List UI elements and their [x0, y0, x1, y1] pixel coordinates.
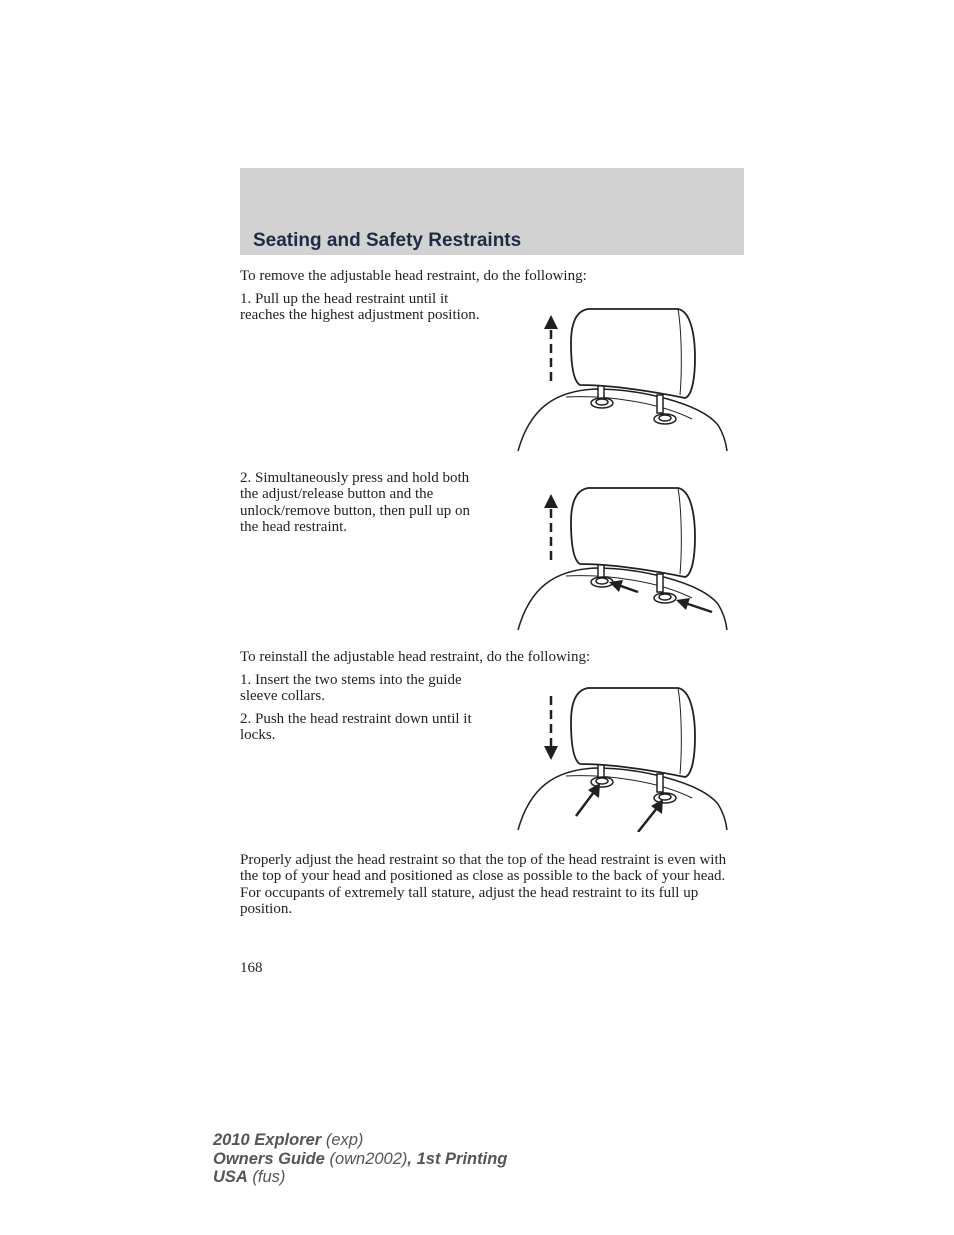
reinstall-intro: To reinstall the adjustable head restraint, do the following: [240, 649, 591, 665]
figure-press-buttons-head-restraint [510, 482, 735, 632]
adjust-note: Properly adjust the head restraint so that the top of the head restraint is even with the top of your head and positioned as close as possible to the back of your head. For occupants of extremely tall stature, adjust the head restraint to its full up position. [240, 852, 727, 918]
footer-guide: Owners Guide [213, 1149, 325, 1168]
reinstall-step-2: 2. Push the head restraint down until it locks. [240, 711, 472, 744]
page-number: 168 [240, 960, 263, 976]
footer-market-code: (fus) [247, 1168, 286, 1186]
remove-step-1: 1. Pull up the head restraint until it reaches the highest adjustment position. [240, 291, 480, 324]
footer-line-2 [213, 1150, 507, 1169]
figure-push-down-head-restraint [510, 682, 735, 832]
figure-pull-up-head-restraint [510, 303, 735, 453]
section-header-band [240, 168, 744, 255]
footer-line-3 [213, 1168, 507, 1187]
footer-model: 2010 Explorer [213, 1131, 322, 1149]
footer-model-code: (exp) [321, 1131, 364, 1149]
remove-intro: To remove the adjustable head restraint, do the following: [240, 268, 587, 284]
footer-guide-code: (own2002) [324, 1149, 408, 1168]
section-title: Seating and Safety Restraints [253, 230, 522, 251]
footer-market: USA [213, 1168, 248, 1186]
footer-publication-info [213, 1131, 507, 1187]
reinstall-step-1: 1. Insert the two stems into the guide sleeve collars. [240, 672, 462, 705]
remove-step-2: 2. Simultaneously press and hold both the adjust/release button and the unlock/remove button, then pull up on the head restraint. [240, 470, 470, 536]
footer-line-1 [213, 1131, 507, 1150]
footer-printing: , 1st Printing [407, 1149, 508, 1168]
